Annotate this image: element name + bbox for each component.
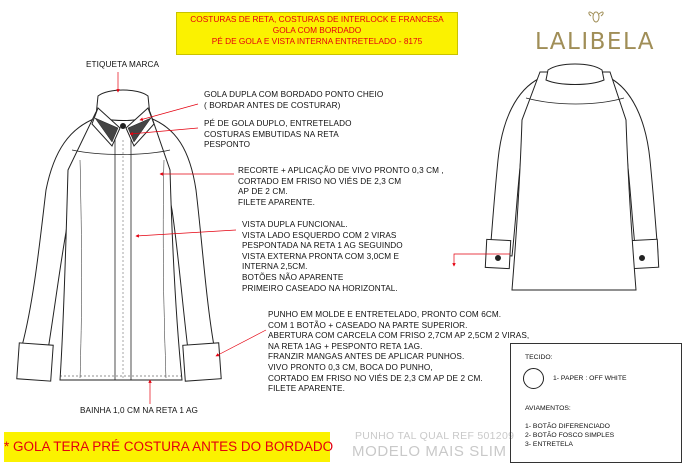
collar-button-icon xyxy=(121,124,126,129)
brand-name: LALIBELA xyxy=(534,29,656,55)
header-line-2: GOLA COM BORDADO xyxy=(272,24,362,35)
collar-note: GOLA DUPLA COM BORDADO PONTO CHEIO ( BORDAR ANTES DE COSTURAR) xyxy=(204,90,384,110)
placket-note: VISTA DUPLA FUNCIONAL. VISTA LADO ESQUERDO COM 2 VIRAS PESPONTADA NA RETA 1 AG SEGUINDO VISTA EXTERNA PRONTA COM 3,0CM E INTERNA 2,5CM. BOTÕES NÃO APARENTE PRIMEIRO CASEADO NA HORIZONTAL. xyxy=(242,220,403,293)
yoke-note: RECORTE + APLICAÇÃO DE VIVO PRONTO 0,3 CM , CORTADO EM FRISO NO VIÉS DE 2,3 CM AP DE 2 CM. FILETE APARENTE. xyxy=(238,166,444,207)
header-line-3: PÉ DE GOLA E VISTA INTERNA ENTRETELADO - 8175 xyxy=(211,35,423,46)
shirt-back-drawing xyxy=(485,64,658,290)
front-body xyxy=(60,112,182,380)
hem-note: BAINHA 1,0 CM NA RETA 1 AG xyxy=(80,406,199,415)
cuff-note: PUNHO EM MOLDE E ENTRETELADO, PRONTO COM 6CM. COM 1 BOTÃO + CASEADO NA PARTE SUPERIOR. ABERTURA COM CARCELA COM FRISO 2,7CM AP 2,5CM 2 VIRAS, NA RETA 1AG + PESPONTO RETA 1AG. FRANZIR MANGAS ANTES DE APLICAR PUNHOS. VIVO PRONTO 0,3 CM, BOCA DO PUNHO, CORTADO EM FRISO NO VIÉS DE 2,3 CM AP DE 2 CM. FILETE APARENTE. xyxy=(268,310,530,394)
fabric-swatch-icon xyxy=(523,368,544,389)
trim-item-1: 1- BOTÃO DIFERENCIADO xyxy=(525,423,610,430)
front-right-cuff xyxy=(183,343,221,381)
fabric-panel xyxy=(510,343,682,463)
front-left-cuff xyxy=(17,343,53,381)
header-box xyxy=(176,12,458,55)
fabric-label: TECIDO: xyxy=(525,354,553,361)
header-line-1: COSTURAS DE RETA, COSTURAS DE INTERLOCK E FRANCESA xyxy=(190,14,444,24)
back-body xyxy=(512,72,636,290)
model-note: MODELO MAIS SLIM xyxy=(352,443,507,460)
warning-box: * GOLA TERA PRÉ COSTURA ANTES DO BORDADO xyxy=(4,432,330,462)
fabric-item: 1- PAPER : OFF WHITE xyxy=(553,375,627,382)
label-tag-note: ETIQUETA MARCA xyxy=(86,60,160,69)
trims-label: AVIAMENTOS: xyxy=(525,405,571,412)
reference-note: PUNHO TAL QUAL REF 501209 xyxy=(355,430,515,442)
brand-logo xyxy=(530,9,660,59)
back-collar xyxy=(546,64,604,85)
trim-item-2: 2- BOTÃO FOSCO SIMPLES xyxy=(525,432,615,439)
shirt-front-drawing xyxy=(17,90,221,381)
collar-stand-note: PÉ DE GOLA DUPLO, ENTRETELADO COSTURAS EMBUTIDAS NA RETA PESPONTO xyxy=(204,119,352,150)
trim-item-3: 3- ENTRETELA xyxy=(525,441,573,448)
bee-icon xyxy=(586,9,606,23)
